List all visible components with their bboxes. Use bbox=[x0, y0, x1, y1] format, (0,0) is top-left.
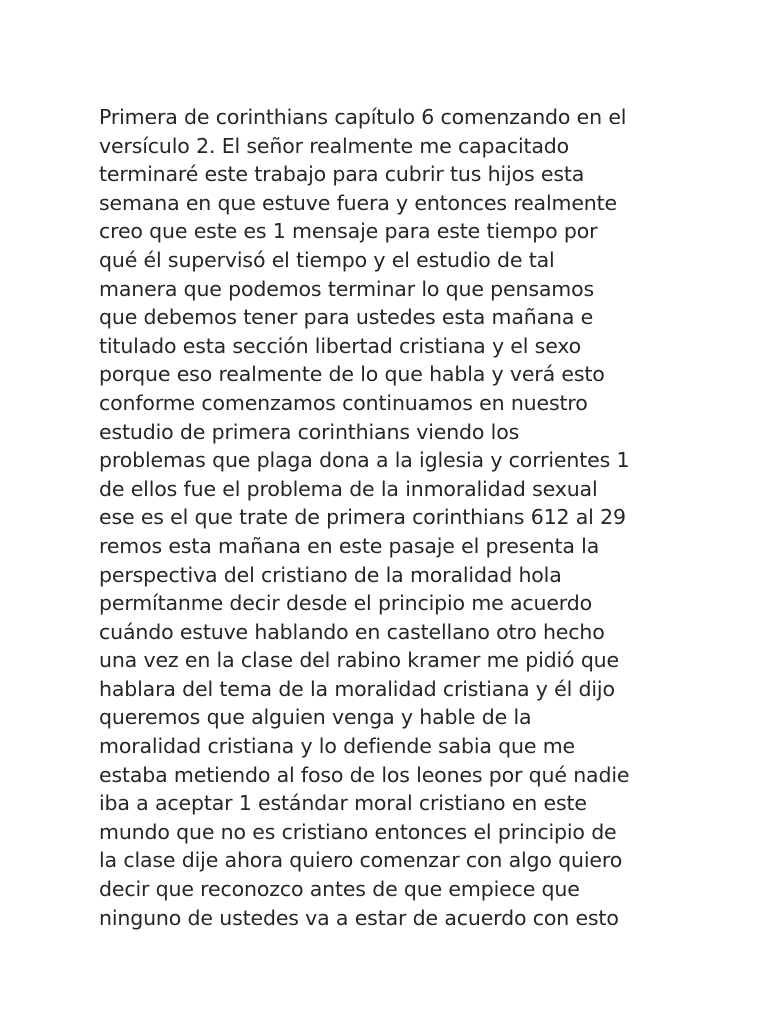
text-line: perspectiva del cristiano de la moralidad hola bbox=[99, 562, 562, 587]
text-line: estudio de primera corinthians viendo los bbox=[99, 419, 520, 444]
text-line: versículo 2. El señor realmente me capacitado bbox=[99, 133, 570, 158]
text-line: la clase dije ahora quiero comenzar con algo quiero bbox=[99, 848, 623, 873]
text-line: queremos que alguien venga y hable de la bbox=[99, 705, 532, 730]
text-line: Primera de corinthians capítulo 6 comenzando en el bbox=[99, 105, 627, 129]
text-line: de ellos fue el problema de la inmoralidad sexual bbox=[99, 476, 598, 501]
text-line: creo que este es 1 mensaje para este tiempo por bbox=[99, 219, 598, 244]
text-line: permítanme decir desde el principio me acuerdo bbox=[99, 591, 592, 616]
text-line: una vez en la clase del rabino kramer me pidió que bbox=[99, 648, 619, 673]
text-line: conforme comenzamos continuamos en nuestro bbox=[99, 390, 588, 415]
text-line: cuándo estuve hablando en castellano otro hecho bbox=[99, 619, 605, 644]
text-line: ninguno de ustedes va a estar de acuerdo con esto bbox=[99, 905, 619, 930]
text-line: remos esta mañana en este pasaje el presenta la bbox=[99, 533, 600, 558]
text-line: porque eso realmente de lo que habla y verá esto bbox=[99, 362, 605, 387]
text-line: mundo que no es cristiano entonces el principio de bbox=[99, 819, 617, 844]
text-line: moralidad cristiana y lo defiende sabia que me bbox=[99, 734, 575, 759]
text-line: estaba metiendo al foso de los leones por qué nadie bbox=[99, 762, 630, 787]
text-line: titulado esta sección libertad cristiana y el sexo bbox=[99, 333, 582, 358]
text-line: problemas que plaga dona a la iglesia y corrientes 1 bbox=[99, 448, 630, 473]
text-line: semana en que estuve fuera y entonces realmente bbox=[99, 190, 617, 215]
text-line: ese es el que trate de primera corinthians 612 al 29 bbox=[99, 505, 626, 530]
text-line: manera que podemos terminar lo que pensamos bbox=[99, 276, 595, 301]
text-line: decir que reconozco antes de que empiece que bbox=[99, 877, 580, 902]
text-line: terminaré este trabajo para cubrir tus hijos esta bbox=[99, 162, 585, 187]
text-line: hablara del tema de la moralidad cristiana y él dijo bbox=[99, 676, 615, 701]
text-line: que debemos tener para ustedes esta mañana e bbox=[99, 305, 594, 330]
text-line: qué él supervisó el tiempo y el estudio de tal bbox=[99, 247, 555, 272]
text-line: iba a aceptar 1 estándar moral cristiano en este bbox=[99, 791, 587, 816]
body-text bbox=[99, 103, 699, 932]
